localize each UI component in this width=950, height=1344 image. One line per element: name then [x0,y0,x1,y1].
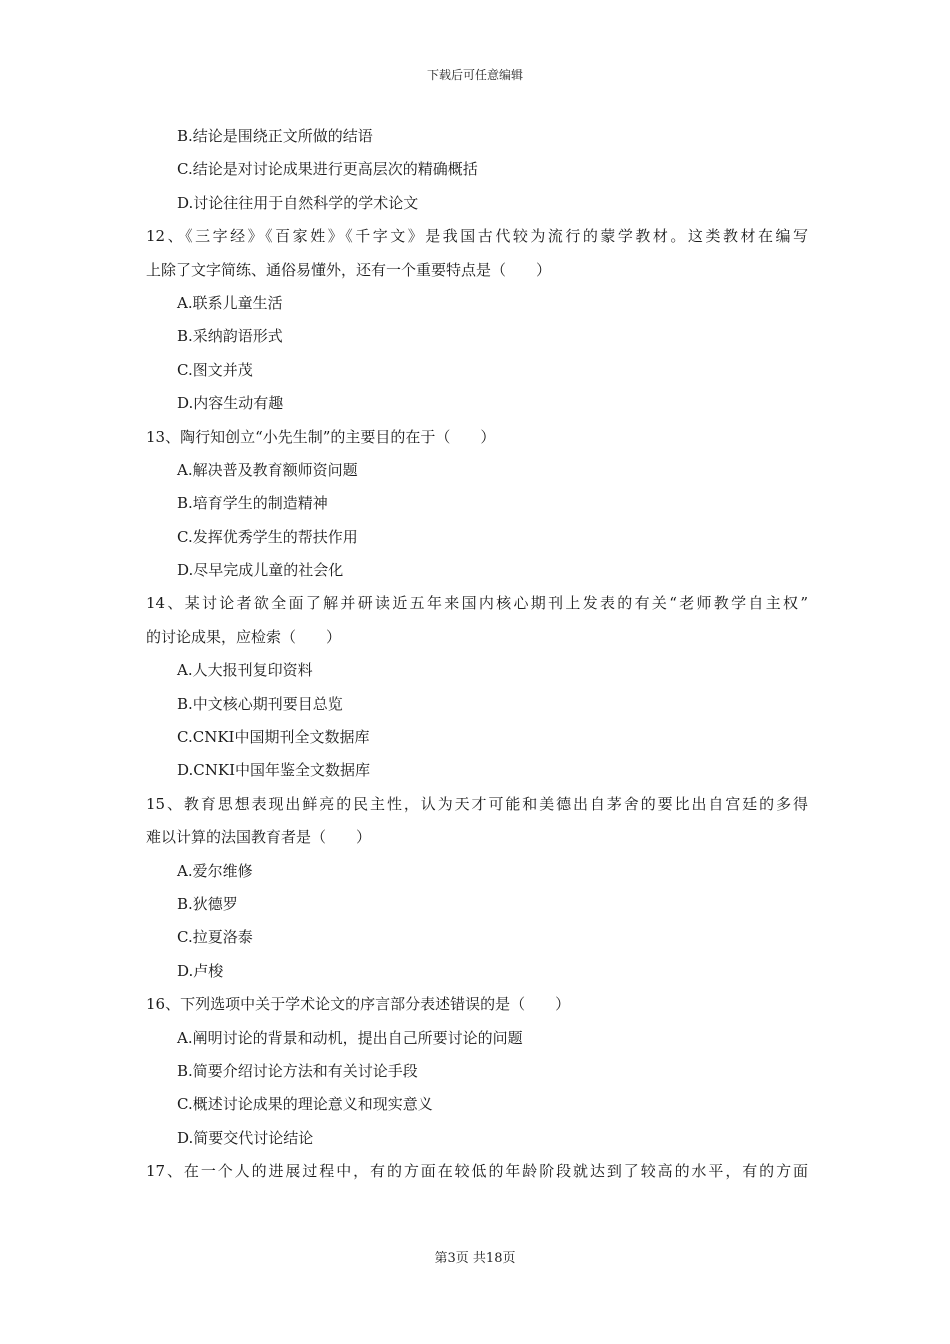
question-15-stem: 难以计算的法国教育者是（ ） [146,828,372,847]
option-line: B.狄德罗 [177,894,238,913]
option-line: B.培育学生的制造精神 [177,494,328,513]
page-header: 下载后可任意编辑 [426,68,523,82]
option-line: B.结论是围绕正文所做的结语 [177,127,373,145]
page-footer: 第3页 共18页 [434,1251,516,1266]
question-14-stem: 14、某讨论者欲全面了解并研读近五年来国内核心期刊上发表的有关“老师教学自主权” [146,594,808,613]
option-line: C.拉夏洛泰 [177,928,253,947]
option-line: D.尽早完成儿童的社会化 [177,561,344,580]
option-line: D.卢梭 [177,961,224,980]
option-line: A.爱尔维修 [177,861,253,880]
option-line: C.概述讨论成果的理论意义和现实意义 [177,1095,433,1114]
option-line: D.CNKI中国年鉴全文数据库 [177,761,370,780]
option-line: C.发挥优秀学生的帮扶作用 [177,527,358,546]
page-content [146,120,808,1189]
question-12-stem: 12、《三字经》《百家姓》《千字文》是我国古代较为流行的蒙学教材。这类教材在编写 [146,227,808,246]
question-17-stem: 17、在一个人的进展过程中，有的方面在较低的年龄阶段就达到了较高的水平，有的方面 [146,1162,808,1181]
option-line: D.内容生动有趣 [177,394,284,413]
option-line: A.解决普及教育额师资问题 [177,460,358,479]
option-line: B.简要介绍讨论方法和有关讨论手段 [177,1061,418,1080]
question-14-stem: 的讨论成果，应检索（ ） [146,627,342,646]
option-line: A.人大报刊复印资料 [177,661,313,680]
option-line: B.中文核心期刊要目总览 [177,694,343,713]
option-line: D.讨论往往用于自然科学的学术论文 [177,193,419,212]
option-line: A.阐明讨论的背景和动机，提出自己所要讨论的问题 [177,1028,523,1047]
option-line: B.采纳韵语形式 [177,327,283,346]
option-line: C.CNKI中国期刊全文数据库 [177,728,370,747]
option-line: C.结论是对讨论成果进行更高层次的精确概括 [177,160,478,179]
option-line: C.图文并茂 [177,360,253,379]
option-line: A.联系儿童生活 [177,293,283,312]
question-16-stem: 16、下列选项中关于学术论文的序言部分表述错误的是（ ） [146,995,571,1014]
option-line: D.简要交代讨论结论 [177,1128,314,1147]
question-13-stem: 13、陶行知创立“小先生制”的主要目的在于（ ） [146,427,496,446]
question-15-stem: 15、教育思想表现出鲜亮的民主性，认为天才可能和美德出自茅舍的要比出自宫廷的多得 [146,794,808,813]
question-12-stem: 上除了文字简练、通俗易懂外，还有一个重要特点是（ ） [146,260,552,279]
